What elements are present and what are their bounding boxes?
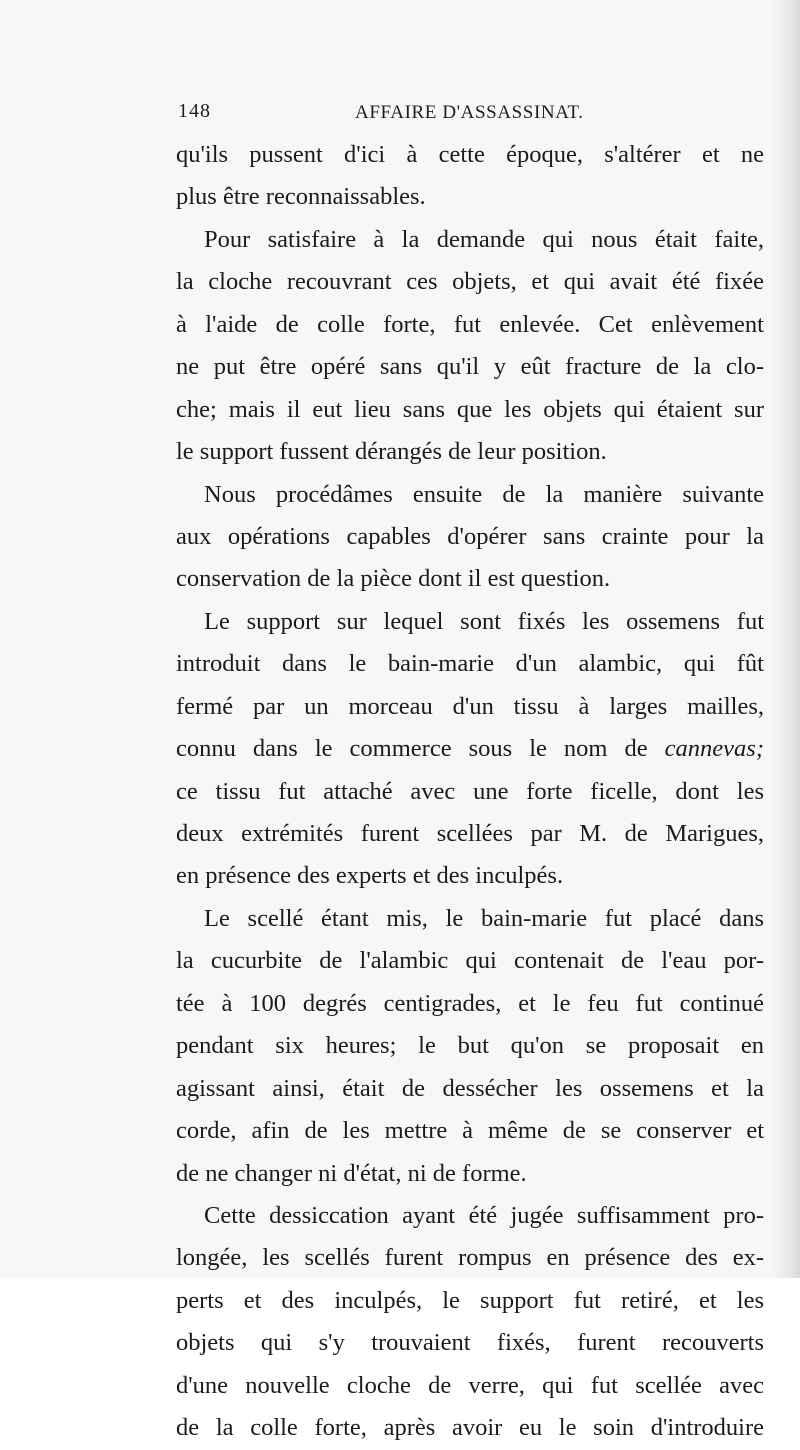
text-line: en présence des experts et des inculpés. xyxy=(176,862,564,890)
text-line: fermé par un morceau d'un tissu à larges mailles, xyxy=(176,692,764,720)
text-line: plus être reconnaissables. xyxy=(176,183,426,211)
paragraph-first-line: Le scellé étant mis, le bain-marie fut placé dans xyxy=(204,904,764,932)
text-line: à l'aide de colle forte, fut enlevée. Cet enlèvement xyxy=(176,310,764,338)
text-line: qu'ils pussent d'ici à cette époque, s'altérer et ne xyxy=(176,141,764,168)
italic-word: cannevas; xyxy=(664,735,764,763)
running-head: AFFAIRE D'ASSASSINAT. xyxy=(355,102,584,123)
text-line: la cucurbite de l'alambic qui contenait de l'eau por- xyxy=(176,947,764,975)
text-line: agissant ainsi, était de dessécher les ossemens et la xyxy=(176,1074,764,1102)
text-line: tée à 100 degrés centigrades, et le feu fut continué xyxy=(176,989,764,1017)
spine-shadow xyxy=(772,0,800,1278)
paragraph-first-line: Cette dessiccation ayant été jugée suffisamment pro- xyxy=(204,1201,764,1229)
text-line: aux opérations capables d'opérer sans crainte pour la xyxy=(176,522,764,550)
text-line: deux extrémités furent scellées par M. de Marigues, xyxy=(176,820,764,847)
text-line: conservation de la pièce dont il est question. xyxy=(176,565,611,593)
text-line: objets qui s'y trouvaient fixés, furent recouverts xyxy=(176,1329,764,1357)
text-line: pendant six heures; le but qu'on se proposait en xyxy=(176,1032,764,1060)
body-text xyxy=(176,134,764,1450)
text-line: ce tissu fut attaché avec une forte ficelle, dont les xyxy=(176,777,764,805)
text-line: perts et des inculpés, le support fut retiré, et les xyxy=(176,1286,764,1314)
text-line: longée, les scellés furent rompus en présence des ex- xyxy=(176,1244,764,1272)
text-line-with-italic xyxy=(176,728,764,770)
page-number: 148 xyxy=(178,100,211,122)
page-header xyxy=(178,100,760,130)
text-line: che; mais il eut lieu sans que les objets qui étaient sur xyxy=(176,395,764,423)
text-line: ne put être opéré sans qu'il y eût fracture de la clo- xyxy=(176,353,764,381)
text-line: de ne changer ni d'état, ni de forme. xyxy=(176,1159,527,1187)
text-line: le support fussent dérangés de leur position. xyxy=(176,438,607,466)
text-segment: connu dans le commerce sous le nom de xyxy=(176,735,648,763)
text-line: de la colle forte, après avoir eu le soin d'introduire xyxy=(176,1414,764,1442)
text-line: introduit dans le bain-marie d'un alambic, qui fût xyxy=(176,650,764,678)
text-line: d'une nouvelle cloche de verre, qui fut scellée avec xyxy=(176,1371,764,1399)
paragraph-first-line: Pour satisfaire à la demande qui nous était faite, xyxy=(204,225,764,253)
text-line: corde, afin de les mettre à même de se conserver et xyxy=(176,1117,764,1145)
text-line: la cloche recouvrant ces objets, et qui avait été fixée xyxy=(176,268,764,296)
paragraph-first-line: Nous procédâmes ensuite de la manière suivante xyxy=(204,480,764,508)
paragraph-first-line: Le support sur lequel sont fixés les ossemens fut xyxy=(204,607,764,635)
